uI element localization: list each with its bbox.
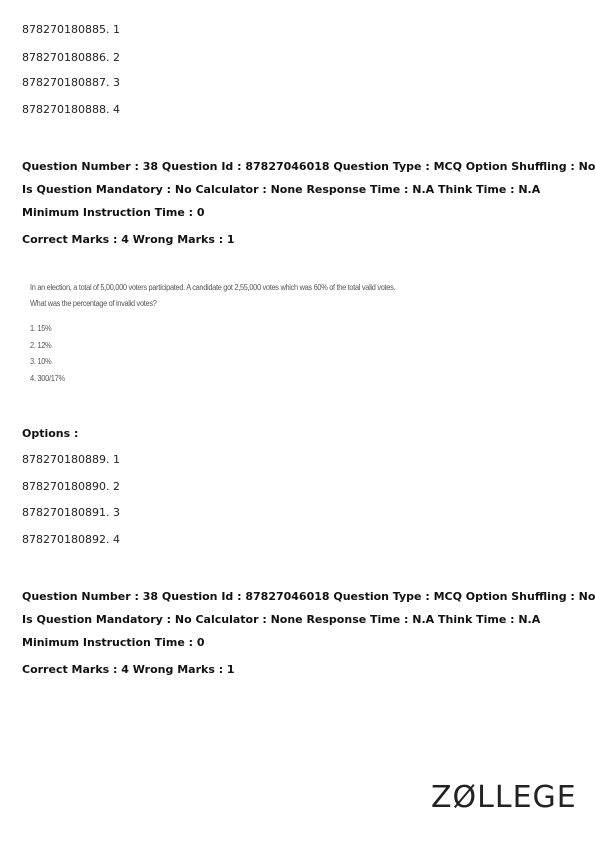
option-line: 878270180892. 4 [22, 533, 120, 546]
question-meta-line: Minimum Instruction Time : 0 [22, 206, 205, 219]
zollege-logo: ZØLLEGE [431, 780, 577, 815]
question-stem: What was the percentage of invalid votes? [30, 298, 157, 308]
choice-item: 4. 300/17% [30, 372, 65, 383]
marks-line: Correct Marks : 4 Wrong Marks : 1 [22, 233, 235, 246]
option-line: 878270180889. 1 [22, 453, 120, 466]
option-line: 878270180886. 2 [22, 51, 120, 64]
question-meta-line: Is Question Mandatory : No Calculator : None Response Time : N.A Think Time : N.A [22, 613, 541, 626]
option-line: 878270180888. 4 [22, 103, 120, 116]
question-meta-line: Question Number : 38 Question Id : 87827046018 Question Type : MCQ Option Shuffling : No [22, 590, 595, 603]
option-line: 878270180885. 1 [22, 23, 120, 36]
question-image [30, 279, 570, 386]
choice-item: 3. 10% [30, 356, 52, 366]
option-line: 878270180891. 3 [22, 506, 120, 519]
question-meta-line: Question Number : 38 Question Id : 87827046018 Question Type : MCQ Option Shuffling : No [22, 160, 595, 173]
choice-item: 1. 15% [30, 323, 52, 333]
choice-item: 2. 12% [30, 339, 52, 350]
question-choices [30, 320, 570, 386]
options-heading: Options : [22, 427, 79, 440]
option-line: 878270180890. 2 [22, 480, 120, 493]
option-line: 878270180887. 3 [22, 76, 120, 89]
marks-line: Correct Marks : 4 Wrong Marks : 1 [22, 663, 235, 676]
question-meta-line: Minimum Instruction Time : 0 [22, 636, 205, 649]
question-meta-line: Is Question Mandatory : No Calculator : None Response Time : N.A Think Time : N.A [22, 183, 541, 196]
question-stem: In an election, a total of 5,00,000 voters participated. A candidate got 2,55,000 votes which was 60% of the total valid votes. [30, 282, 396, 292]
